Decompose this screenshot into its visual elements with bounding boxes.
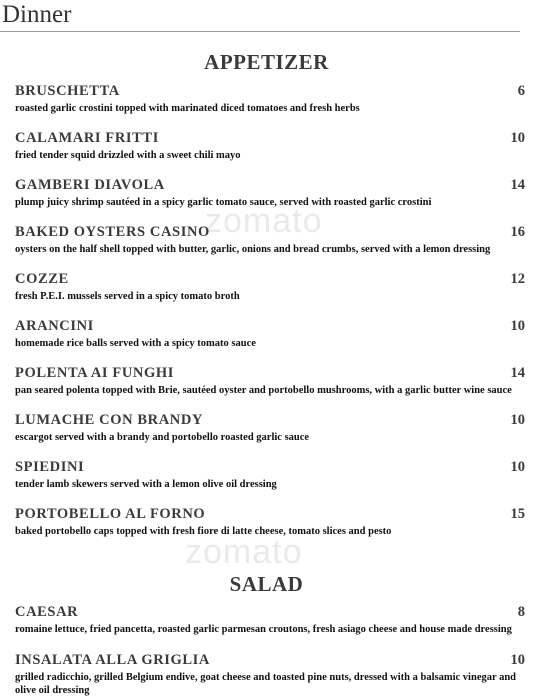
menu-item-lumache-con-brandy <box>15 412 525 444</box>
menu-item-cozze <box>15 271 525 303</box>
item-price: 10 <box>510 318 525 334</box>
menu-item-calamari-fritti <box>15 130 525 162</box>
item-price: 15 <box>510 506 525 522</box>
item-description: baked portobello caps topped with fresh fiore di latte cheese, tomato slices and pesto <box>15 526 392 537</box>
menu-item-arancini <box>15 318 525 350</box>
page-title: Dinner <box>2 1 72 28</box>
item-price: 8 <box>517 604 525 620</box>
title-divider <box>0 31 520 32</box>
watermark-logo: zomato <box>205 202 323 240</box>
item-description: romaine lettuce, fried pancetta, roasted garlic parmesan croutons, fresh asiago cheese and house made dressing <box>15 624 512 635</box>
menu-item-portobello-al-forno <box>15 506 525 538</box>
item-description: grilled radicchio, grilled Belgium endive, goat cheese and toasted pine nuts, dressed with a balsamic vinegar and olive oil dressing <box>15 672 517 696</box>
watermark-logo-lower: zomato <box>185 533 303 571</box>
item-description: pan seared polenta topped with Brie, sautéed oyster and portobello mushrooms, with a garlic butter wine sauce <box>15 385 512 396</box>
item-name: ARANCINI <box>15 318 94 334</box>
menu-item-caesar <box>15 604 525 636</box>
menu-item-insalata-alla-griglia <box>15 652 525 697</box>
item-name: BRUSCHETTA <box>15 83 120 99</box>
menu-item-spiedini <box>15 459 525 491</box>
item-price: 16 <box>510 224 525 240</box>
menu-item-gamberi-diavola <box>15 177 525 209</box>
item-price: 14 <box>510 365 525 381</box>
item-description: fresh P.E.I. mussels served in a spicy tomato broth <box>15 291 240 302</box>
item-name: PORTOBELLO AL FORNO <box>15 506 206 522</box>
section-heading-appetizer: APPETIZER <box>204 50 329 74</box>
menu-item-bruschetta <box>15 83 525 115</box>
item-name: COZZE <box>15 271 69 287</box>
item-name: GAMBERI DIAVOLA <box>15 177 165 193</box>
item-name: INSALATA ALLA GRIGLIA <box>15 652 210 668</box>
section-heading-salad: SALAD <box>229 572 304 596</box>
item-price: 14 <box>510 177 525 193</box>
item-description: plump juicy shrimp sautéed in a spicy garlic tomato sauce, served with roasted garlic crostini <box>15 197 432 208</box>
item-description: homemade rice balls served with a spicy tomato sauce <box>15 338 256 349</box>
item-name: BAKED OYSTERS CASINO <box>15 224 210 240</box>
item-description: fried tender squid drizzled with a sweet chili mayo <box>15 150 241 161</box>
menu-item-polenta-ai-funghi <box>15 365 525 397</box>
item-description: tender lamb skewers served with a lemon olive oil dressing <box>15 479 277 490</box>
item-price: 10 <box>510 412 525 428</box>
item-description: oysters on the half shell topped with butter, garlic, onions and bread crumbs, served with a lemon dressing <box>15 244 491 255</box>
item-name: SPIEDINI <box>15 459 85 475</box>
item-description: escargot served with a brandy and portobello roasted garlic sauce <box>15 432 310 443</box>
item-price: 10 <box>510 459 525 475</box>
item-name: POLENTA AI FUNGHI <box>15 365 174 381</box>
item-name: CALAMARI FRITTI <box>15 130 159 146</box>
item-price: 6 <box>517 83 525 99</box>
item-name: CAESAR <box>15 604 79 620</box>
item-description: roasted garlic crostini topped with marinated diced tomatoes and fresh herbs <box>15 103 360 114</box>
item-price: 10 <box>510 130 525 146</box>
item-price: 12 <box>510 271 525 287</box>
menu-item-baked-oysters-casino <box>15 224 525 256</box>
item-price: 10 <box>510 652 525 668</box>
item-name: LUMACHE CON BRANDY <box>15 412 204 428</box>
